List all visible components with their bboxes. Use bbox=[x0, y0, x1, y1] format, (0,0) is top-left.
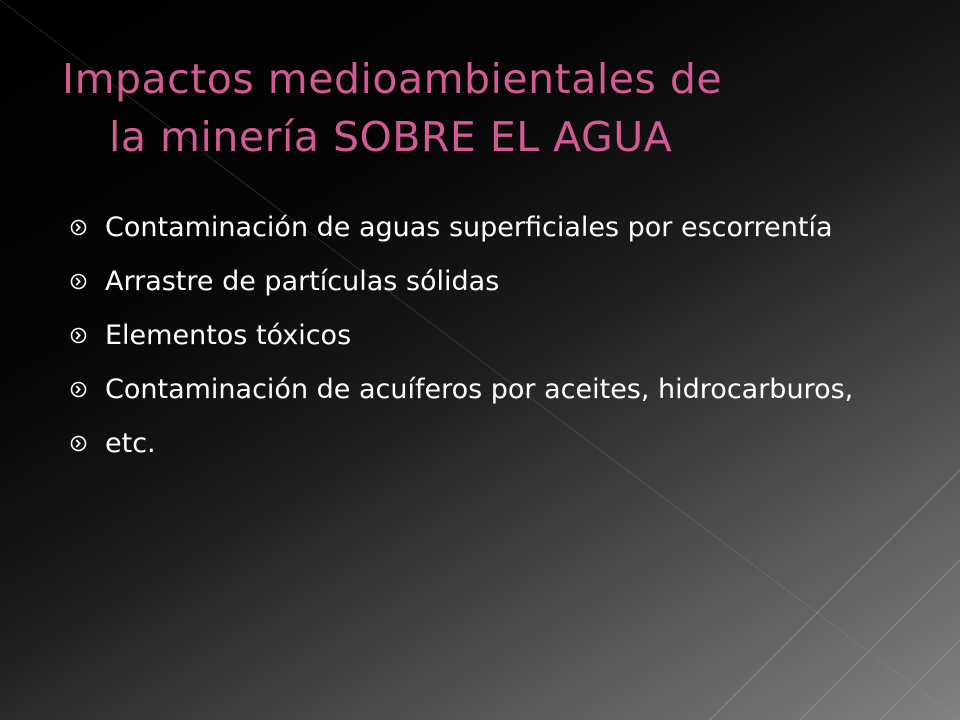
bullet-text: Contaminación de aguas superficiales por escorrentía bbox=[105, 212, 833, 243]
slide-title-line-1: Impactos medioambientales de bbox=[62, 55, 723, 103]
circled-chevron-right-icon bbox=[70, 273, 87, 290]
bullet-list bbox=[70, 210, 870, 480]
bullet-item bbox=[70, 372, 870, 408]
circled-chevron-right-icon bbox=[70, 435, 87, 452]
bullet-text: etc. bbox=[105, 428, 156, 459]
bullet-item bbox=[70, 318, 870, 354]
bullet-text: Elementos tóxicos bbox=[105, 320, 352, 351]
bullet-item bbox=[70, 264, 870, 300]
circled-chevron-right-icon bbox=[70, 327, 87, 344]
bullet-item bbox=[70, 210, 870, 246]
slide-title bbox=[62, 50, 922, 166]
bullet-text: Contaminación de acuíferos por aceites, hidrocarburos, bbox=[105, 374, 854, 405]
circled-chevron-right-icon bbox=[70, 381, 87, 398]
circled-chevron-right-icon bbox=[70, 219, 87, 236]
bullet-text: Arrastre de partículas sólidas bbox=[105, 266, 500, 297]
slide-title-line-2: la minería SOBRE EL AGUA bbox=[109, 113, 673, 161]
bullet-item bbox=[70, 426, 870, 462]
